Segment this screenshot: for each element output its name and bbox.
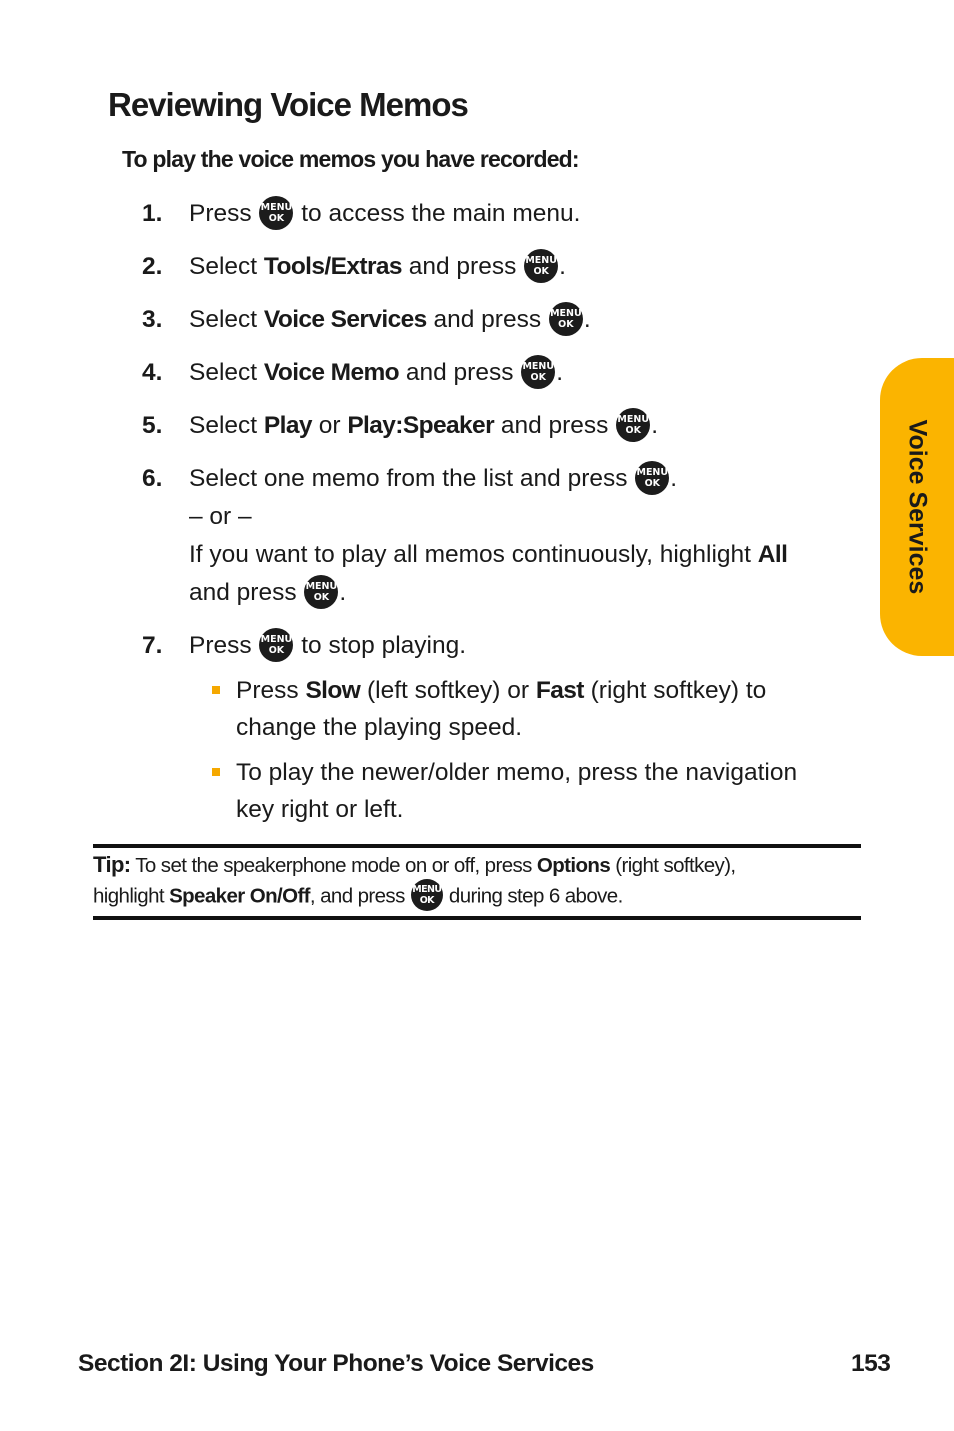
- step-text: Press MENU OK to access the main menu.: [189, 195, 859, 233]
- tip-box: [93, 844, 861, 920]
- menu-ok-icon: MENU OK: [521, 355, 555, 389]
- menu-ok-icon: MENU OK: [635, 461, 669, 495]
- page-title: Reviewing Voice Memos: [108, 86, 468, 123]
- section-side-tab: [880, 358, 954, 656]
- step-number: 3.: [142, 306, 163, 333]
- step-number: 2.: [142, 253, 163, 280]
- step-number: 6.: [142, 465, 163, 492]
- menu-ok-icon: MENU OK: [524, 249, 558, 283]
- step-text: Select Tools/Extras and press MENU OK .: [189, 248, 859, 286]
- menu-ok-icon: MENU OK: [549, 302, 583, 336]
- step-text: Select Voice Services and press MENU OK .: [189, 301, 859, 339]
- step-text: Select Play or Play:Speaker and press MENU OK .: [189, 407, 859, 445]
- step-number: 1.: [142, 200, 163, 227]
- step-number: 5.: [142, 412, 163, 439]
- footer-section-title: Section 2I: Using Your Phone’s Voice Services: [78, 1350, 594, 1377]
- side-tab-label: Voice Services: [903, 419, 932, 595]
- square-bullet-icon: [212, 686, 220, 694]
- tip-line-2: highlight Speaker On/Off, and press MENU OK during step 6 above.: [93, 881, 623, 913]
- bullet-item: Press Slow (left softkey) or Fast (right softkey) to change the playing speed.: [236, 672, 861, 746]
- page-number: 153: [851, 1350, 891, 1377]
- step-text: Select Voice Memo and press MENU OK .: [189, 354, 859, 392]
- menu-ok-icon: MENU OK: [304, 575, 338, 609]
- menu-ok-icon: MENU OK: [259, 196, 293, 230]
- intro-heading: To play the voice memos you have recorded:: [122, 146, 579, 172]
- step-number: 4.: [142, 359, 163, 386]
- step-number: 7.: [142, 632, 163, 659]
- menu-ok-icon: MENU OK: [259, 628, 293, 662]
- menu-ok-icon: MENU OK: [616, 408, 650, 442]
- step-text: Select one memo from the list and press MENU OK . – or – If you want to play all memos continuously, highlight All and press MENU OK .: [189, 460, 859, 612]
- square-bullet-icon: [212, 768, 220, 776]
- menu-ok-icon: MENU OK: [411, 879, 443, 911]
- tip-line-1: Tip: To set the speakerphone mode on or off, press Options (right softkey),: [93, 852, 736, 877]
- bullet-item: To play the newer/older memo, press the navigation key right or left.: [236, 754, 861, 828]
- or-separator: – or –: [189, 503, 252, 530]
- step-text: Press MENU OK to stop playing.: [189, 627, 859, 665]
